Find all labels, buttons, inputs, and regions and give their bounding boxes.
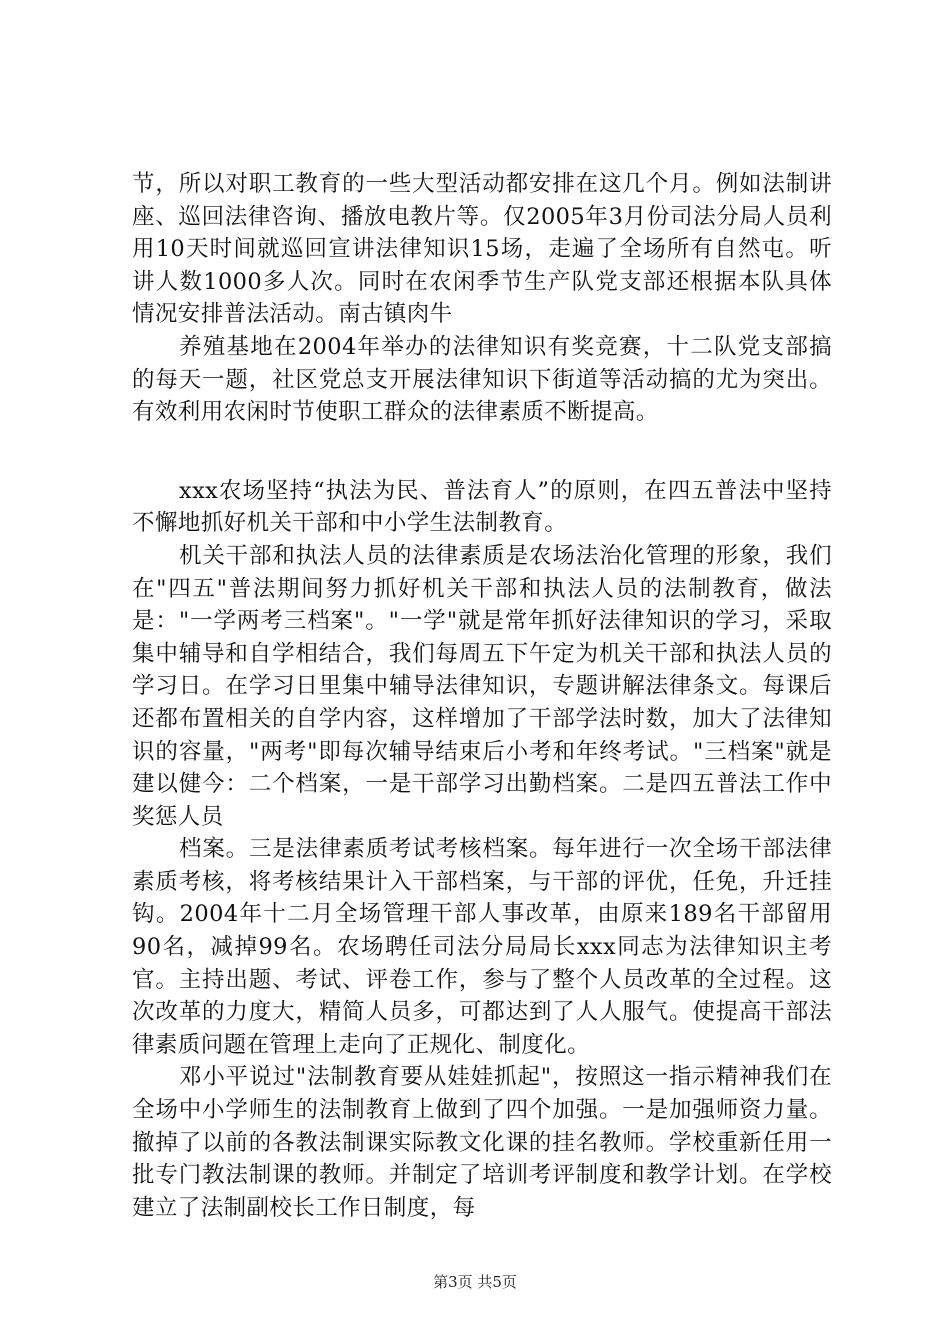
page-footer — [0, 1272, 950, 1292]
paragraph-2: 养殖基地在2004年举办的法律知识有奖竞赛，十二队党支部搞的每天一题，社区党总支开展法律知识下街道等活动搞的尤为突出。有效利用农闲时节使职工群众的法律素质不断提高。 — [132, 333, 832, 426]
paragraph-4: 机关干部和执法人员的法律素质是农场法治化管理的形象，我们在"四五"普法期间努力抓好机关干部和执法人员的法制教育，做法是："一学两考三档案"。"一学"就是常年抓好法律知识的学习，采取集中辅导和自学相结合，我们每周五下午定为机关干部和执法人员的学习日。在学习日里集中辅导法律知识，专题讲解法律条文。每课后还都布置相关的自学内容，这样增加了干部学法时数，加大了法律知识的容量，"两考"即每次辅导结束后小考和年终考试。"三档案"就是建以健今：二个档案，一是干部学习出勤档案。二是四五普法工作中奖惩人员 — [132, 542, 832, 830]
paragraph-gap — [132, 429, 832, 475]
paragraph-1: 节，所以对职工教育的一些大型活动都安排在这几个月。例如法制讲座、巡回法律咨询、播放电教片等。仅2005年3月份司法分局人员利用10天时间就巡回宣讲法律知识15场，走遍了全场所有自然屯。听讲人数1000多人次。同时在农闲季节生产队党支部还根据本队具体情况安排普法活动。南古镇肉牛 — [132, 171, 832, 328]
paragraph-3: xxx农场坚持“执法为民、普法育人”的原则，在四五普法中坚持不懈地抓好机关干部和中小学生法制教育。 — [132, 477, 832, 537]
paragraph-6: 邓小平说过"法制教育要从娃娃抓起"，按照这一指示精神我们在全场中小学师生的法制教育上做到了四个加强。一是加强师资力量。撤掉了以前的各教法制课实际教文化课的挂名教师。学校重新任用一批专门教法制课的教师。并制定了培训考评制度和教学计划。在学校建立了法制副校长工作日制度，每 — [132, 1064, 832, 1221]
paragraph-5: 档案。三是法律素质考试考核档案。每年进行一次全场干部法律素质考核，将考核结果计入干部档案，与干部的评优，任免，升迁挂钩。2004年十二月全场管理干部人事改革，由原来189名干部留用90名，减掉99名。农场聘任司法分局局长xxx同志为法律知识主考官。主持出题、考试、评卷工作，参与了整个人员改革的全过程。这次改革的力度大，精简人员多，可都达到了人人服气。使提高干部法律素质问题在管理上走向了正规化、制度化。 — [132, 836, 832, 1058]
page-number: 第3页 共5页 — [433, 1273, 517, 1291]
body-text — [132, 168, 832, 1224]
